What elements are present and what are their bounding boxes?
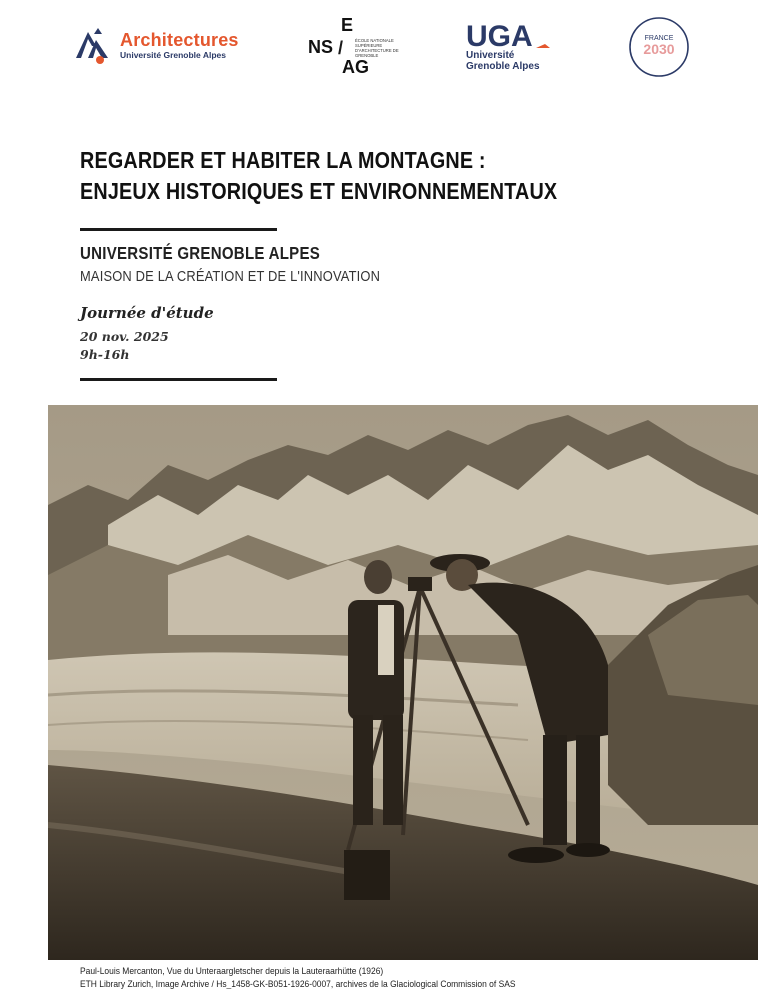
glacier-surveyors-image	[48, 405, 758, 960]
organizer-block	[80, 242, 380, 287]
uga-name-line2: Grenoble Alpes	[466, 61, 540, 72]
organizer-name: UNIVERSITÉ GRENOBLE ALPES	[80, 243, 321, 263]
divider-bottom	[80, 378, 277, 381]
glacier-photograph	[48, 405, 758, 960]
event-date: 20 nov. 2025	[80, 329, 169, 344]
ensag-slash: /	[338, 38, 344, 58]
caption-line-2: ETH Library Zurich, Image Archive / Hs_1458-GK-B051-1926-0007, archives de la Glaciological Commission of SAS	[80, 979, 516, 989]
architectures-name: Architectures	[120, 29, 239, 50]
title-block	[80, 145, 635, 207]
france-2030-year: 2030	[643, 41, 675, 57]
france-2030-top: FRANCE	[644, 35, 674, 42]
france-2030-seal-icon	[628, 16, 690, 78]
divider-top	[80, 228, 277, 231]
caption-line-1: Paul-Louis Mercanton, Vue du Unteraargletscher depuis la Lauteraarhütte (1926)	[80, 966, 384, 976]
architectures-subtitle: Université Grenoble Alpes	[120, 49, 226, 60]
uga-mark-text: UGA	[466, 20, 533, 50]
photo-caption	[80, 965, 516, 991]
uga-mark-icon	[466, 20, 552, 50]
uga-name-line1: Université	[466, 50, 515, 61]
title-line-1: REGARDER ET HABITER LA MONTAGNE :	[80, 147, 486, 173]
ensag-letters-ns: NS	[308, 37, 334, 57]
ensag-letter-e: E	[341, 15, 354, 35]
ensag-letters-ag: AG	[342, 57, 369, 77]
uga-logo	[466, 20, 556, 80]
uga-name	[466, 50, 540, 72]
title-line-2: ENJEUX HISTORIQUES ET ENVIRONNEMENTAUX	[80, 178, 558, 204]
ensag-logo	[308, 16, 398, 78]
france-2030-logo	[628, 16, 690, 78]
event-block	[80, 302, 214, 364]
partner-logos	[0, 14, 758, 84]
architectures-logo	[74, 26, 239, 64]
architectures-mark-icon	[74, 26, 114, 64]
page-title	[80, 145, 557, 207]
event-type: Journée d'étude	[80, 304, 214, 322]
organizer-venue: MAISON DE LA CRÉATION ET DE L'INNOVATION	[80, 268, 381, 285]
event-time: 9h-16h	[80, 347, 130, 362]
ensag-fullname: ÉCOLE NATIONALE SUPÉRIEURE D'ARCHITECTURE DE GRENOBLE	[355, 38, 399, 58]
